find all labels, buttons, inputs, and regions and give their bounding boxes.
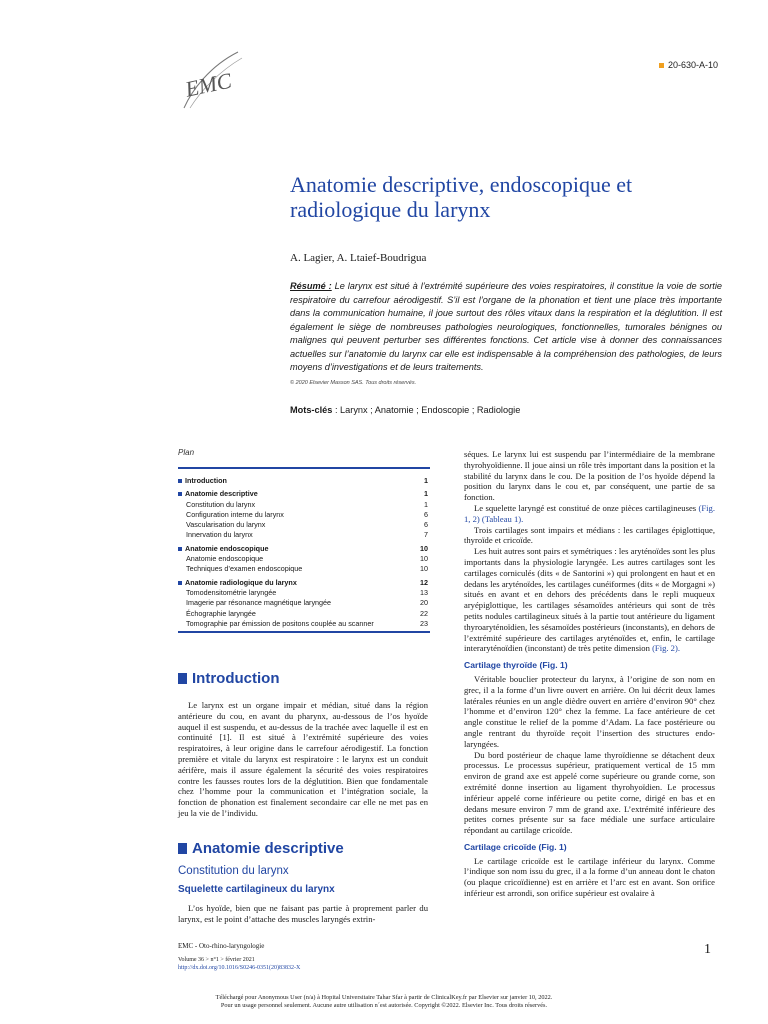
plan-item-label: Constitution du larynx	[186, 499, 256, 509]
plan-item-label: Anatomie descriptive	[185, 489, 258, 499]
right-paragraph-6: Du bord postérieur de chaque lame thyroïdienne se détachent deux processus. Le processus supérieur, pratiquement vertical de 15 mm environ de grand axe est appelé corne supérieure ou grande corne, son extrémité donne insertion au ligament thyrohyoïdien. Le processus inférieur appelé corne inférieure ou petite corne, dirigé en bas et en dedans mesure environ 7 mm de grand axe. L’extrémité inférieure des petites cornes présente sur sa face médiale une surface articulaire répondant au cartilage cricoïde.	[464, 749, 715, 836]
plan-item-page: 6	[424, 509, 428, 519]
plan-item-label: Techniques d’examen endoscopique	[186, 564, 303, 574]
footer-volume	[178, 957, 300, 972]
keywords-label: Mots-clés	[290, 405, 333, 415]
plan-bullet-icon	[178, 581, 182, 585]
plan-item-label: Configuration interne du larynx	[186, 509, 284, 519]
abstract-text: Le larynx est situé à l’extrémité supérieure des voies respiratoires, il constitue la voie de sortie respiratoire du carrefour aérodigestif. S’il est l’organe de la phonation et tient une place très importante dans la communication humaine, il joue surtout des rôles vitaux dans la respiration et la déglutition. Il est également le siège de nombreuses pathologies neurologiques, fonctionnelles, tumorales bénignes ou malignes qui peuvent perturber ses différentes fonctions. Cet article vise à donner des connaissances actuelles sur l’anatomie du larynx car elle est indispensable à la compréhension des pathologies, de leurs moyens d’investigations et de leurs traitements.	[290, 281, 722, 372]
plan-item-page: 10	[420, 564, 428, 574]
right-column	[464, 449, 715, 899]
introduction-paragraph: Le larynx est un organe impair et médian, situé dans la région antérieure du cou, en avant du pharynx, au-dessous de l’os hyoïde auquel il est suspendu, et au-dessus de la trachée avec laquelle il est en continuité [1]. Il est situé à l’extrémité supérieure des voies respiratoires, à leur origine dans le carrefour aérodigestif. La fonction première et vitale du larynx est respiratoire : le larynx est un conduit aérifère, mais il assure également la sécurité des voies respiratoires contre les fausses routes lors de la déglutition. Bien que fondamentale chez l’homme pour la communication et l’intégration sociale, la fonction de phonation est finalement secondaire car elle ne met pas en jeu la vie de l’individu.	[178, 700, 428, 818]
right-paragraph-4: Les huit autres sont pairs et symétriques : les aryténoïdes sont les plus importants dans la physiologie laryngée. Les autres cartilages sont les cartilages corniculés (dits « de Santorini ») qui prolongent en haut et en dedans les aryténoïdes, les cartilages cunéiformes (dits « de Morgagni ») situés en avant et en dehors des précédents dans le repli muqueux aryépiglottique, les cartilages sésamoïdes antérieurs qui sont de très petits nodules cartilagineux situés à la partie tout antérieure du ligament thyroaryténoïdien, les sésamoïdes postérieurs (inconstants), en dehors de l’extrémité supérieure des cartilages aryténoïdes et, enfin, le cartilage interaryténoïdien (inconstant) de très petite dimension (Fig. 2).	[464, 546, 715, 654]
document-code	[659, 60, 718, 70]
section-heading-text: Anatomie descriptive	[192, 840, 344, 857]
plan-item-page: 23	[420, 618, 428, 628]
download-note	[0, 994, 768, 1010]
right-paragraph-3: Trois cartilages sont impairs et médians : les cartilages épiglottique, thyroïde et cricoïde.	[464, 524, 715, 546]
figure-reference-link[interactable]: (Fig. 2).	[652, 643, 680, 654]
abstract-label: Résumé :	[290, 281, 332, 291]
plan-item-label: Introduction	[185, 476, 227, 485]
plan-item-page: 10	[420, 554, 428, 564]
keywords-text: : Larynx ; Anatomie ; Endoscopie ; Radiologie	[332, 405, 521, 415]
plan-subsection-item[interactable]	[178, 598, 430, 608]
plan-subsection-item[interactable]	[178, 520, 430, 530]
article-title: Anatomie descriptive, endoscopique et radiologique du larynx	[290, 172, 633, 222]
plan-item-label: Anatomie radiologique du larynx	[185, 577, 297, 587]
subsubsection-heading: Squelette cartilagineux du larynx	[178, 884, 335, 895]
plan-item-label: Anatomie endoscopique	[186, 554, 264, 564]
right-paragraph-1: séques. Le larynx lui est suspendu par l’intermédiaire de la membrane thyrohyoïdienne. Il joue ainsi un rôle très important dans la position et la stabilité du larynx dans le cou. De la position de l’os hyoïde dépend la position du larynx dans le cou et, par conséquent, une partie de sa fonction.	[464, 449, 715, 503]
plan-item-label: Vascularisation du larynx	[186, 520, 266, 530]
abstract	[290, 280, 722, 375]
plan-item-page: 1	[424, 499, 428, 509]
emc-logo-text: EMC	[182, 67, 234, 102]
page-number: 1	[704, 942, 711, 957]
plan-bullet-icon	[178, 547, 182, 551]
plan-item-label: Tomodensitométrie laryngée	[186, 587, 277, 597]
right-paragraph-5: Véritable bouclier protecteur du larynx, à l’origine de son nom en grec, il a la forme d’un livre ouvert en arrière. On lui décrit deux lames latérales réunies en un angle dièdre ouvert en arrière d’environ 90° chez l’homme et d’environ 120° chez la femme. La face antérieure de cet angle constitue le relief de la pomme d’Adam. La face postérieure ou angle rentrant du thyroïde reçoit l’insertion des structures endo-laryngées.	[464, 673, 715, 749]
plan-item-page: 1	[424, 489, 428, 499]
section-square-icon	[178, 673, 187, 684]
plan-item-page: 22	[420, 608, 428, 618]
keywords	[290, 405, 520, 415]
plan-section-item[interactable]	[178, 578, 430, 588]
section-square-icon	[178, 843, 187, 854]
orange-square-icon	[659, 63, 664, 68]
plan-item-page: 12	[420, 577, 428, 587]
heading-cartilage-cricoide: Cartilage cricoïde (Fig. 1)	[464, 841, 567, 852]
plan-section-item[interactable]	[178, 544, 430, 554]
plan-item-page: 1	[424, 476, 428, 485]
anatomie-body	[178, 903, 428, 925]
plan-subsection-item[interactable]	[178, 619, 430, 629]
section-heading-introduction	[178, 670, 279, 687]
plan-section-item[interactable]	[178, 489, 430, 499]
copyright-notice: © 2020 Elsevier Masson SAS. Tous droits réservés.	[290, 380, 417, 386]
plan-item-label: Tomographie par émission de positons couplée au scanner	[186, 618, 374, 628]
plan-item-label: Imagerie par résonance magnétique laryngée	[186, 598, 332, 608]
footer-volume-text: Volume 36 > n°1 > février 2021	[178, 957, 255, 963]
emc-logo	[180, 50, 244, 110]
plan-subsection-item[interactable]	[178, 609, 430, 619]
plan-item-label: Échographie laryngée	[186, 608, 256, 618]
subsection-heading: Constitution du larynx	[178, 865, 289, 877]
plan-heading: Plan	[178, 448, 430, 469]
right-paragraph-7: Le cartilage cricoïde est le cartilage inférieur du larynx. Comme l’indique son nom issu du grec, il a la forme d’un anneau dont le chaton (ou plaque cricoïdienne) est en arrière et l’arc est en avant. Son orifice inférieur est arrondi, son orifice supérieur est ovalaire à	[464, 855, 715, 899]
emc-logo-icon	[180, 50, 244, 110]
plan-subsection-item[interactable]	[178, 510, 430, 520]
plan-section-item[interactable]	[178, 476, 430, 486]
heading-cartilage-thyroide: Cartilage thyroïde (Fig. 1)	[464, 660, 568, 671]
download-note-line-1: Téléchargé pour Anonymous User (n/a) à Hopital Universitaire Tahar Sfar à partir de ClinicalKey.fr par Elsevier sur janvier 10, 2022.	[215, 994, 553, 1001]
introduction-body	[178, 700, 428, 819]
plan-item-label: Innervation du larynx	[186, 530, 253, 540]
plan-bullet-icon	[178, 492, 182, 496]
footer-journal: EMC - Oto-rhino-laryngologie	[178, 942, 265, 950]
doi-link[interactable]: http://dx.doi.org/10.1016/S0246-0351(20)83832-X	[178, 964, 301, 971]
authors: A. Lagier, A. Ltaief-Boudrigua	[290, 252, 427, 264]
plan-item-label: Anatomie endoscopique	[185, 543, 269, 553]
plan-item-page: 10	[420, 543, 428, 553]
plan-subsection-item[interactable]	[178, 500, 430, 510]
plan-bullet-icon	[178, 479, 182, 483]
plan-item-page: 7	[424, 530, 428, 540]
download-note-line-2: Pour un usage personnel seulement. Aucune autre utilisation n´est autorisée. Copyright ©2022. Elsevier Inc. Tous droits réservés.	[220, 1002, 548, 1009]
plan-box	[178, 448, 430, 633]
plan-subsection-item[interactable]	[178, 554, 430, 564]
plan-subsection-item[interactable]	[178, 564, 430, 574]
document-code-text: 20-630-A-10	[668, 60, 719, 70]
plan-subsection-item[interactable]	[178, 588, 430, 598]
plan-subsection-item[interactable]	[178, 530, 430, 540]
anatomie-paragraph: L’os hyoïde, bien que ne faisant pas partie à proprement parler du larynx, est le point d’attache des muscles laryngés extrin-	[178, 903, 428, 924]
section-heading-anatomie	[178, 840, 344, 857]
section-heading-text: Introduction	[192, 670, 280, 687]
right-paragraph-2: Le squelette laryngé est constitué de onze pièces cartilagineuses (Fig. 1, 2) (Tableau 1).	[464, 502, 715, 524]
figure-reference-link[interactable]: (Fig. 1, 2) (Tableau 1).	[464, 502, 715, 524]
plan-item-page: 20	[420, 598, 428, 608]
plan-item-page: 13	[420, 587, 428, 597]
plan-item-page: 6	[424, 520, 428, 530]
plan-list	[178, 469, 430, 633]
